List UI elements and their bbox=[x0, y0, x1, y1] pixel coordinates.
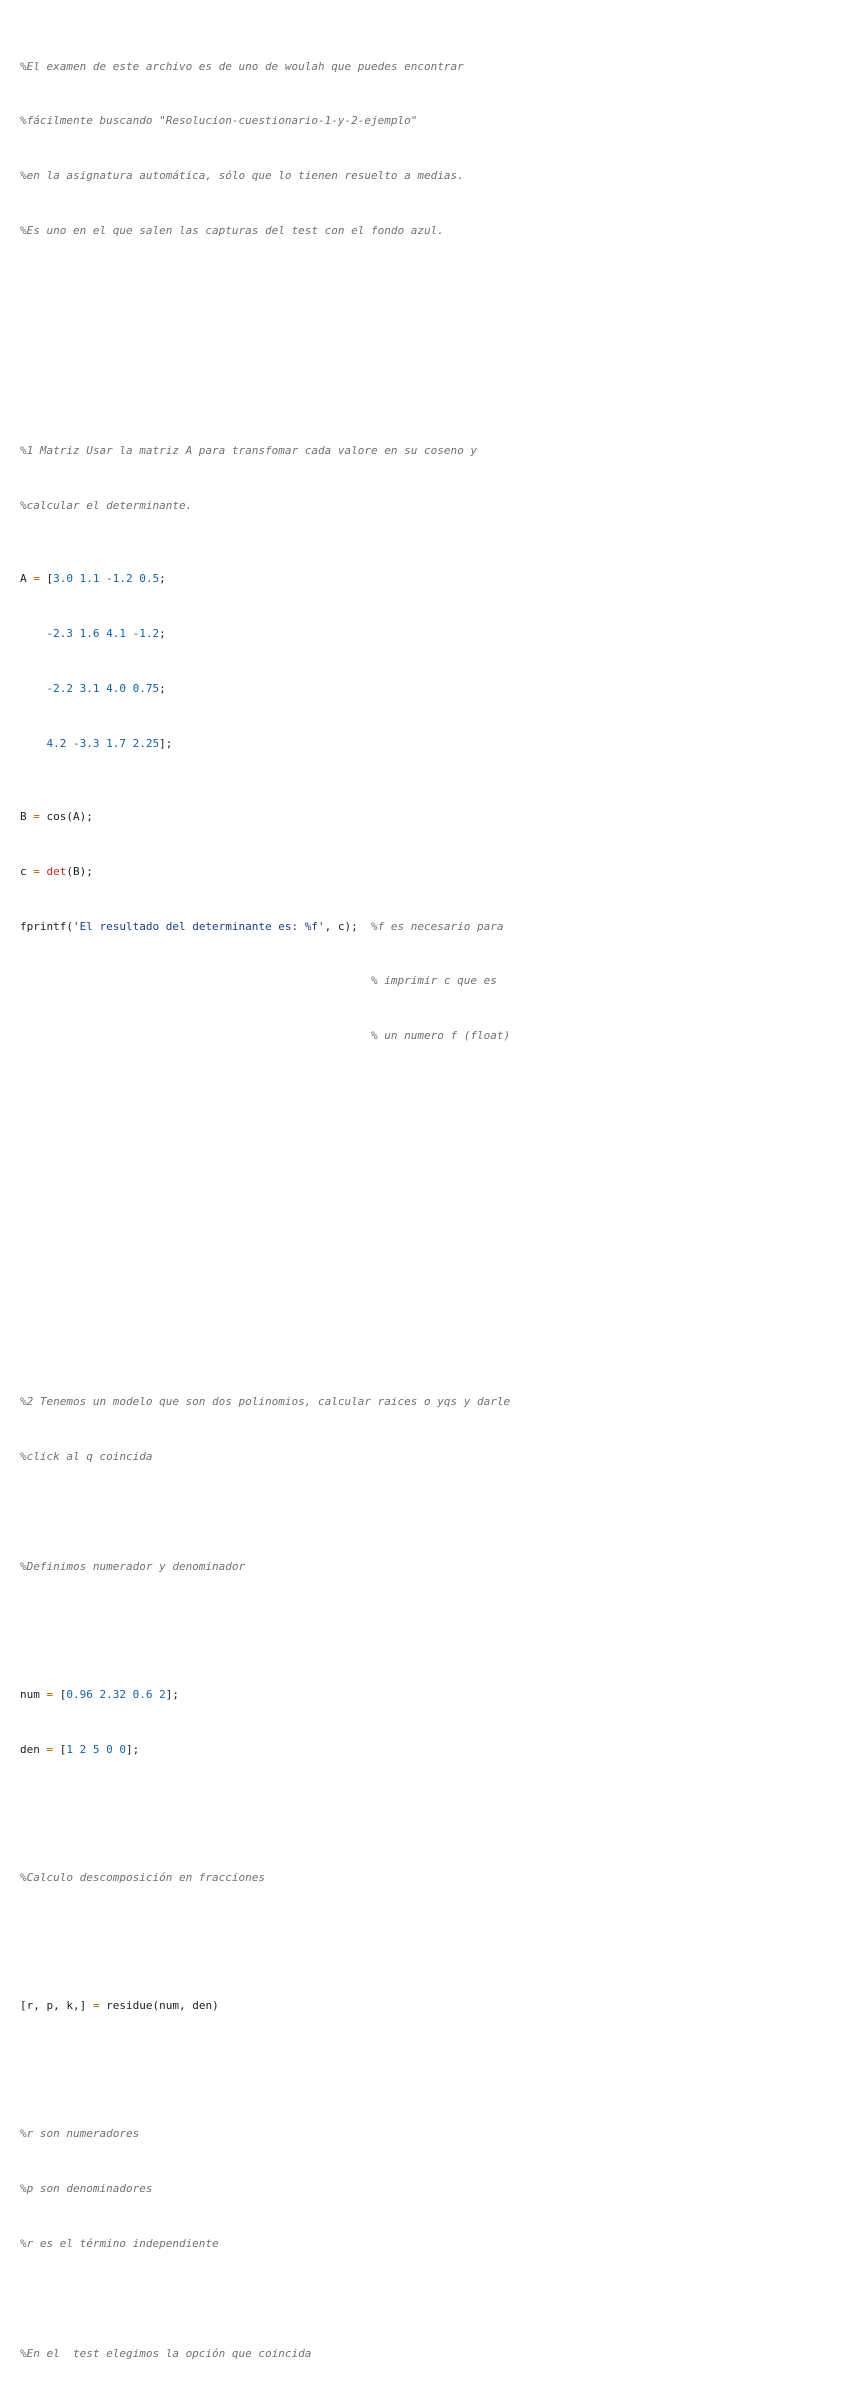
semicolon: ; bbox=[159, 626, 166, 640]
blank-line bbox=[20, 1924, 510, 1942]
inline-comment: % imprimir c que es bbox=[371, 974, 497, 988]
code-line-b bbox=[20, 808, 510, 826]
continued-comment-line bbox=[20, 1027, 510, 1045]
semicolon: ; bbox=[159, 571, 166, 585]
code-editor bbox=[20, 21, 510, 2381]
comment-line: %r son numeradores bbox=[20, 2127, 140, 2141]
fprintf-args: , c); bbox=[324, 919, 372, 933]
comment-line: %Calculo descomposición en fracciones bbox=[20, 1870, 266, 1884]
assign-op: = bbox=[46, 1742, 54, 1756]
minus-sign: - bbox=[20, 626, 54, 640]
matrix-row: 2.2 3.1 4.0 0.75 bbox=[53, 681, 160, 695]
code-line-den bbox=[20, 1741, 510, 1759]
code-line-residue bbox=[20, 1997, 510, 2015]
assign-op: = bbox=[46, 1688, 54, 1702]
numerator-values: 0.96 2.32 0.6 2 bbox=[66, 1688, 166, 1702]
matrix-row: 4.2 -3.3 1.7 2.25 bbox=[46, 736, 160, 750]
inline-comment: %f es necesario para bbox=[371, 919, 504, 933]
matrix-row: 2.3 1.6 4.1 -1.2 bbox=[53, 626, 160, 640]
var-c: c bbox=[20, 864, 34, 878]
matrix-row: 3.0 1.1 -1.2 0.5 bbox=[53, 571, 160, 585]
denominator-values: 1 2 5 0 0 bbox=[66, 1742, 126, 1756]
fprintf-call: fprintf( bbox=[20, 919, 73, 933]
residue-call: residue(num, den) bbox=[99, 1999, 219, 2013]
var-b: B bbox=[20, 809, 34, 823]
minus-sign: - bbox=[20, 681, 54, 695]
format-string: 'El resultado del determinante es: %f' bbox=[72, 919, 325, 933]
continued-comment-line bbox=[20, 972, 510, 990]
code-line-c bbox=[20, 863, 510, 881]
bracket-close: ]; bbox=[165, 1688, 179, 1702]
assign-op: = bbox=[92, 1999, 100, 2013]
assign-op: = bbox=[33, 864, 40, 878]
blank-line bbox=[20, 1210, 510, 1228]
blank-line bbox=[20, 277, 510, 295]
comment-line: %calcular el determinante. bbox=[20, 498, 193, 512]
blank-line bbox=[20, 2290, 510, 2308]
var-num: num bbox=[20, 1688, 47, 1702]
bracket-close: ]; bbox=[159, 736, 173, 750]
comment-line: %en la asignatura automática, sólo que lo tienen resuelto a medias. bbox=[20, 169, 464, 183]
code-line-a-row2 bbox=[20, 625, 510, 643]
bracket: [ bbox=[53, 1742, 67, 1756]
indent bbox=[20, 737, 47, 750]
comment-line: %click al q coincida bbox=[20, 1450, 153, 1464]
blank-line bbox=[20, 332, 510, 350]
bracket-close: ]; bbox=[125, 1742, 140, 1756]
blank-line bbox=[20, 1155, 510, 1173]
code-line-a-row4 bbox=[20, 735, 510, 753]
comment-line: %fácilmente buscando "Resolucion-cuestionario-1-y-2-ejemplo" bbox=[20, 114, 418, 128]
inline-comment: % un numero f (float) bbox=[371, 1029, 511, 1043]
blank-line bbox=[20, 1320, 510, 1338]
comment-line: %Es uno en el que salen las capturas del test con el fondo azul. bbox=[20, 224, 444, 238]
assign-op: = bbox=[33, 571, 40, 585]
code-line-a-row1 bbox=[20, 570, 510, 588]
blank-line bbox=[20, 387, 510, 405]
comment-line: %2 Tenemos un modelo que son dos polinomios, calcular raices o yqs y darle bbox=[20, 1395, 511, 1409]
residue-outputs: [r, p, k,] bbox=[20, 1999, 93, 2013]
var-a: A bbox=[20, 571, 34, 585]
bracket: [ bbox=[53, 1688, 67, 1702]
var-den: den bbox=[20, 1742, 47, 1756]
comment-line: %r es el término independiente bbox=[20, 2236, 219, 2250]
cos-call: cos(A); bbox=[39, 809, 93, 823]
code-line-fprintf bbox=[20, 918, 510, 936]
blank-line bbox=[20, 1503, 510, 1521]
bracket: [ bbox=[39, 571, 54, 585]
assign-op: = bbox=[33, 809, 40, 823]
blank-line bbox=[20, 2070, 510, 2088]
blank-line bbox=[20, 1265, 510, 1283]
blank-line bbox=[20, 1814, 510, 1832]
comment-line: %1 Matriz Usar la matriz A para transfomar cada valore en su coseno y bbox=[20, 443, 477, 457]
blank-line bbox=[20, 1101, 510, 1119]
comment-line: %El examen de este archivo es de uno de woulah que puedes encontrar bbox=[20, 59, 464, 73]
det-function: det bbox=[46, 864, 67, 878]
semicolon: ; bbox=[159, 681, 166, 695]
blank-line bbox=[20, 1613, 510, 1631]
code-line-a-row3 bbox=[20, 680, 510, 698]
code-line-num bbox=[20, 1686, 510, 1704]
det-args: (B); bbox=[66, 864, 93, 878]
comment-line: %En el test elegimos la opción que coincida bbox=[20, 2346, 312, 2360]
comment-line: %Definimos numerador y denominador bbox=[20, 1559, 246, 1573]
comment-line: %p son denominadores bbox=[20, 2182, 153, 2196]
